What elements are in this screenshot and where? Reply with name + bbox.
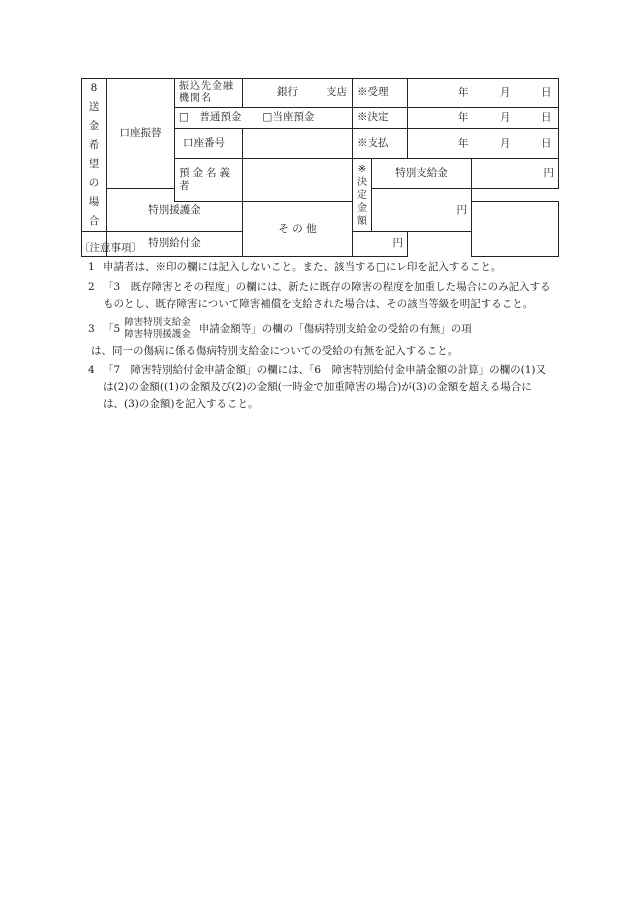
notes-section	[81, 240, 551, 413]
juri-label: ※受理	[353, 79, 408, 108]
amount-field-kyufukin[interactable]: 円	[353, 232, 408, 257]
account-holder-label: 預金名義者	[175, 159, 243, 202]
amount-field-shikyukin[interactable]: 円	[472, 159, 559, 189]
note-4: 4 「7 障害特別給付金申請金額」の欄には、「6 障害特別給付金申請金額の計算」の欄の(1)又は(2)の金額((1)の金額及び(2)の金額(一時金で加重障害の場合)が(3)の金額を超える場合には、(3)の金額)を記入すること。	[88, 364, 546, 410]
shiharai-date-field[interactable]: 年 月 日	[408, 129, 559, 159]
furikomi-label: 振込先金融機関名	[175, 79, 243, 108]
note-3-stacked-labels: 障害特別支給金 障害特別援護金	[124, 317, 191, 340]
note-3: 3 「5 障害特別支給金 障害特別援護金 申請金額等」の欄の「傷病特別支給金の受給の有無」の項 は、同一の傷病に係る傷病特別支給金についての受給の有無を記入すること。	[88, 317, 472, 357]
kettei-date-field[interactable]: 年 月 日	[408, 108, 559, 129]
account-number-field[interactable]	[243, 129, 353, 159]
account-type-checkboxes[interactable]: □ 普通預金 □当座預金	[175, 108, 353, 129]
note-1: 1 申請者は、※印の欄には記入しないこと。また、該当する□にレ印を記入すること。	[88, 261, 502, 273]
kettei-label: ※決定	[353, 108, 408, 129]
account-number-label: 口座番号	[175, 129, 243, 159]
section-8-label: 8 送 金 希 望 の 場 合	[82, 79, 107, 232]
notes-heading: 〔注意事項〕	[79, 242, 142, 254]
note-2: 2 「3 既存障害とその程度」の欄には、新たに既存の障害の程度を加重した場合にのみ記入するものとし、既存障害について障害補償を支給された場合は、その該当等級を明記すること。	[88, 281, 551, 310]
juri-date-field[interactable]: 年 月 日	[408, 79, 559, 108]
bank-branch-field[interactable]: 銀行 支店	[243, 79, 353, 108]
sonota-label: そ の 他	[243, 202, 353, 257]
amount-field-engokin[interactable]: 円	[372, 189, 472, 232]
amount-label-shikyukin: 特別支給金	[372, 159, 472, 189]
amount-label-kyufukin: 特別給付金	[107, 232, 243, 257]
shiharai-label: ※支払	[353, 129, 408, 159]
account-holder-field[interactable]	[243, 159, 353, 202]
amount-label-engokin: 特別援護金	[107, 189, 243, 232]
remittance-form-table	[81, 78, 559, 257]
kettei-kingaku-label: ※ 決 定 金 額	[353, 159, 372, 232]
koza-furikae-label: 口座振替	[107, 79, 175, 189]
